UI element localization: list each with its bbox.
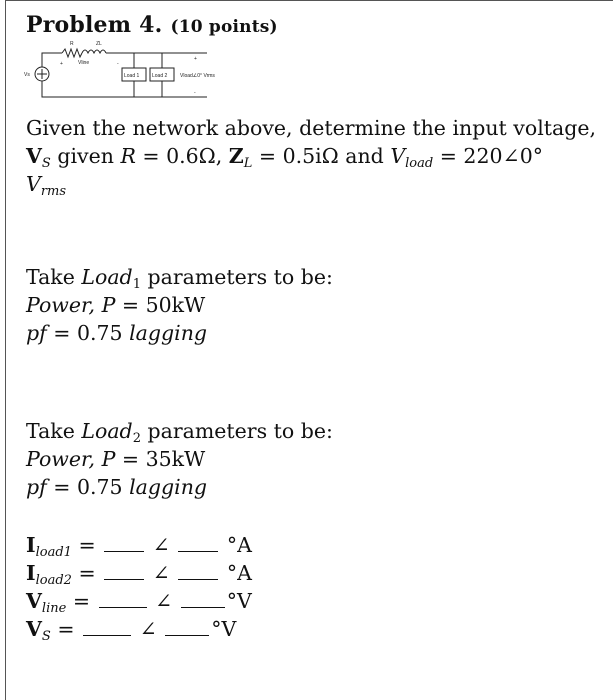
statement-line-1: Given the network above, determine the input voltage, (26, 116, 596, 140)
vload-sub: load (405, 156, 434, 171)
vline-angle: ∠ (155, 589, 173, 613)
load2-pf-label: pf (26, 475, 47, 499)
vrms-symbol: V (26, 172, 41, 196)
vs-answer-eq: = (50, 617, 82, 641)
iload2-symbol: I (26, 561, 36, 585)
vline-sub: line (41, 601, 67, 616)
circuit-diagram (22, 40, 237, 110)
load2-pf-type: lagging (129, 475, 208, 499)
statement-line-2 (26, 146, 543, 170)
vload-symbol: V (390, 144, 406, 168)
vs-magnitude-blank[interactable] (83, 621, 131, 636)
load2-label: Load 2 (152, 73, 168, 79)
iload2-angle: ∠ (152, 561, 170, 585)
r-label: R (70, 41, 74, 47)
vload-label: Vload∠0° Vrms (180, 73, 215, 79)
load2-power-value: 35kW (145, 447, 206, 471)
eq-3: = (433, 144, 464, 168)
iload1-eq: = (71, 533, 103, 557)
vline-eq: = (66, 589, 97, 613)
vs-unit: °V (211, 617, 237, 641)
vline-phase-blank[interactable] (181, 593, 225, 608)
inductor-symbol (82, 50, 106, 53)
problem-number: Problem 4. (26, 12, 163, 38)
given-text: given (50, 144, 121, 168)
load2-intro-a: Take (26, 419, 82, 443)
answer-iload1 (26, 535, 252, 559)
resistor-symbol (62, 49, 82, 57)
r-symbol: R (120, 144, 136, 168)
iload2-unit: °A (226, 561, 252, 585)
vline-minus: - (117, 61, 119, 67)
iload1-symbol: I (26, 533, 36, 557)
load1-intro-load: Load (81, 265, 133, 289)
vline-magnitude-blank[interactable] (99, 593, 147, 608)
vs-phase-blank[interactable] (165, 621, 209, 636)
iload1-sub: load1 (35, 545, 72, 560)
vs-answer-sub: S (41, 629, 51, 644)
vline-unit: °V (226, 589, 252, 613)
zl-value: 0.5iΩ (282, 144, 339, 168)
load1-pf (26, 323, 207, 344)
load1-intro-sub: 1 (132, 277, 141, 292)
iload2-magnitude-blank[interactable] (104, 565, 144, 580)
iload2-sub: load2 (35, 573, 72, 588)
load1-power-eq: = (115, 293, 146, 317)
load1-pf-type: lagging (129, 321, 208, 345)
zl-sub: L (243, 156, 253, 171)
load2-power-eq: = (115, 447, 146, 471)
load2-pf (26, 477, 207, 498)
and-text: and (338, 144, 391, 168)
load2-pf-value: 0.75 (76, 475, 130, 499)
vload-plus: + (194, 56, 197, 62)
load2-power (26, 449, 205, 470)
eq-1: = (135, 144, 167, 168)
vline-plus: + (60, 61, 63, 67)
load1-power (26, 295, 205, 316)
load1-pf-eq: = (46, 321, 77, 345)
iload1-unit: °A (226, 533, 252, 557)
load2-intro-sub: 2 (132, 431, 141, 446)
iload2-eq: = (71, 561, 103, 585)
load2-power-label: Power, P (26, 447, 116, 471)
load1-power-label: Power, P (26, 293, 116, 317)
vline-symbol: V (26, 589, 42, 613)
answer-iload2 (26, 563, 252, 587)
zl-label: ZL (96, 41, 102, 47)
source-label: Vs (24, 72, 30, 78)
problem-title (26, 12, 278, 38)
load1-intro-b: parameters to be: (140, 265, 333, 289)
iload2-phase-blank[interactable] (178, 565, 218, 580)
iload1-angle: ∠ (152, 533, 170, 557)
problem-points: (10 points) (170, 17, 278, 37)
load2-pf-eq: = (46, 475, 77, 499)
r-value: 0.6Ω, (166, 144, 229, 168)
load1-power-value: 50kW (145, 293, 206, 317)
iload1-phase-blank[interactable] (178, 537, 218, 552)
vs-sub: S (41, 156, 51, 171)
load1-pf-label: pf (26, 321, 47, 345)
vs-angle: ∠ (139, 617, 157, 641)
load1-intro (26, 267, 333, 291)
load2-intro (26, 421, 333, 445)
answer-vs (26, 619, 236, 643)
eq-2: = (252, 144, 283, 168)
load2-intro-b: parameters to be: (140, 419, 333, 443)
load1-intro-a: Take (26, 265, 82, 289)
vload-minus: - (194, 90, 196, 96)
iload1-magnitude-blank[interactable] (104, 537, 144, 552)
statement-line-3 (26, 174, 66, 198)
answer-vline (26, 591, 252, 615)
vrms-sub: rms (40, 184, 67, 199)
load1-pf-value: 0.75 (76, 321, 130, 345)
vs-symbol: V (26, 144, 42, 168)
load2-intro-load: Load (81, 419, 133, 443)
vline-label: Vline (78, 60, 90, 66)
vs-answer-symbol: V (26, 617, 42, 641)
load1-label: Load 1 (124, 73, 140, 79)
vload-value: 220∠0° (463, 144, 544, 168)
zl-symbol: Z (228, 144, 244, 168)
